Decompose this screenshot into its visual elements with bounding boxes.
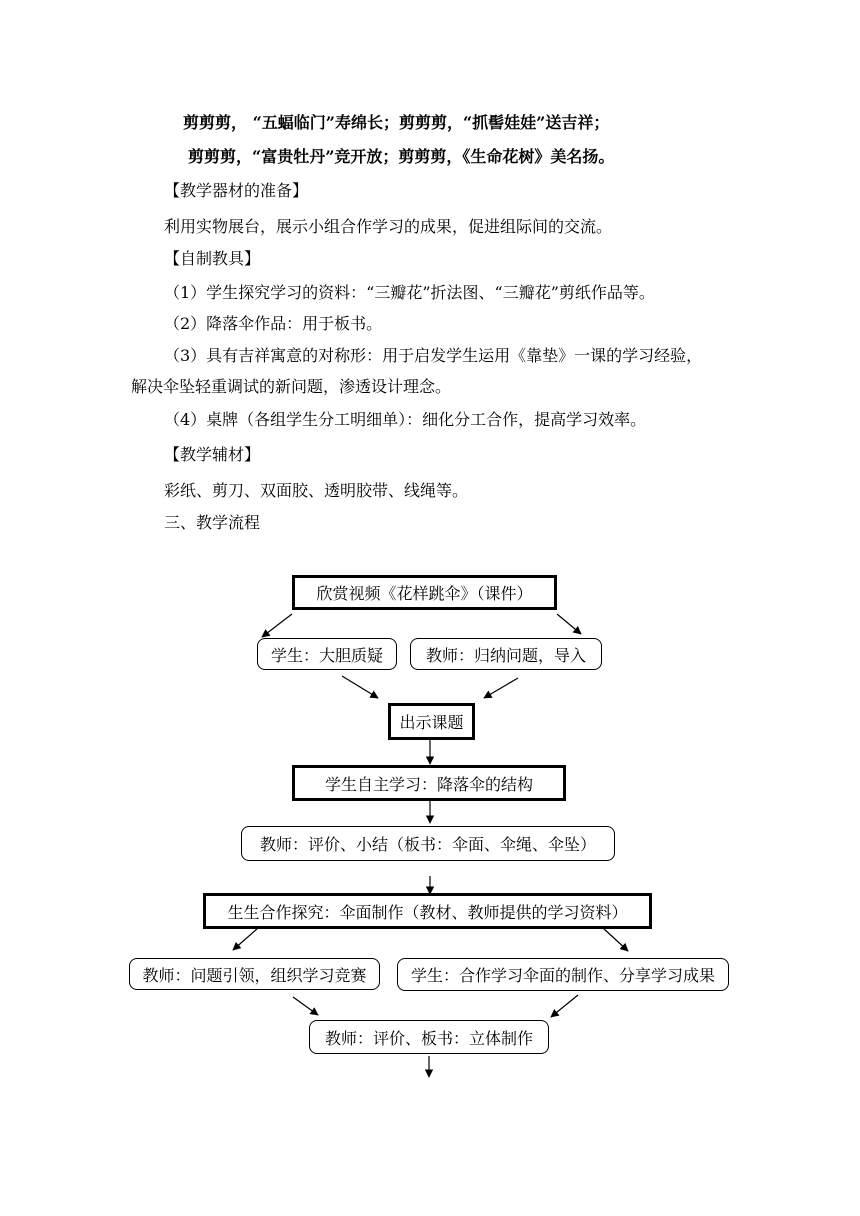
arrow-teacher-to-topic: [484, 678, 518, 698]
verse-line-2: 剪剪剪，“富贵牡丹”竞开放；剪剪剪，《生命花树》美名扬。: [188, 147, 615, 166]
paragraph-equipment: 利用实物展台，展示小组合作学习的成果，促进组际间的交流。: [164, 217, 613, 236]
heading-equipment: 【教学器材的准备】: [164, 181, 309, 200]
flow-box-student-question: 学生：大胆质疑: [257, 638, 397, 670]
section-heading-process: 三、教学流程: [164, 513, 261, 532]
tools-item-2: （2）降落伞作品：用于板书。: [164, 314, 383, 333]
flow-box-self-study: 学生自主学习：降落伞的结构: [292, 765, 566, 801]
arrow-video-to-student: [262, 614, 292, 637]
verse-line-1: 剪剪剪， “五蝠临门”寿绵长；剪剪剪，“抓髻娃娃”送吉祥；: [183, 113, 610, 132]
arrow-student-to-topic: [342, 676, 378, 698]
flow-box-show-topic: 出示课题: [388, 703, 475, 740]
flow-box-teacher-board: 教师：评价、板书：立体制作: [309, 1020, 549, 1054]
arrow-explore-to-guide: [233, 928, 258, 950]
paragraph-aids: 彩纸、剪刀、双面胶、透明胶带、线绳等。: [164, 481, 469, 500]
arrow-explore-to-share: [603, 928, 628, 951]
heading-tools: 【自制教具】: [164, 249, 261, 268]
arrow-share-to-board: [551, 995, 578, 1017]
flow-box-teacher-summarize: 教师：归纳问题，导入: [410, 638, 602, 670]
flow-box-teacher-guide: 教师：问题引领，组织学习竞赛: [129, 958, 380, 990]
arrow-guide-to-board: [293, 997, 318, 1015]
flow-box-student-share: 学生：合作学习伞面的制作、分享学习成果: [397, 958, 729, 991]
tools-item-3-continued: 解决伞坠轻重调试的新问题，渗透设计理念。: [131, 377, 452, 396]
tools-item-1: （1）学生探究学习的资料：“三瓣花”折法图、“三瓣花”剪纸作品等。: [164, 283, 655, 302]
flow-box-teacher-review: 教师：评价、小结（板书：伞面、伞绳、伞坠）: [241, 826, 615, 861]
heading-aids: 【教学辅材】: [164, 445, 261, 464]
tools-item-3: （3）具有吉祥寓意的对称形：用于启发学生运用《靠垫》一课的学习经验，: [164, 346, 703, 365]
tools-item-4: （4）桌牌（各组学生分工明细单）：细化分工合作，提高学习效率。: [164, 410, 647, 429]
flow-box-group-explore: 生生合作探究：伞面制作（教材、教师提供的学习资料）: [203, 893, 652, 929]
arrow-video-to-teacher: [557, 614, 581, 634]
flow-box-video: 欣赏视频《花样跳伞》（课件）: [292, 575, 557, 610]
